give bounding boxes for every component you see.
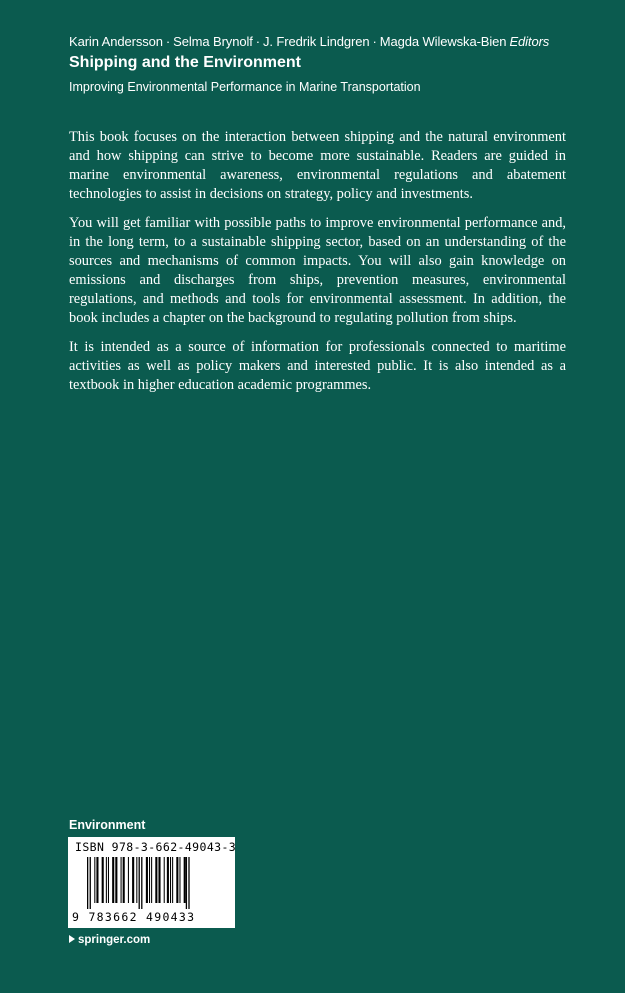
barcode-bar [172, 857, 173, 903]
editors-line [69, 33, 549, 50]
barcode-bar [149, 857, 150, 903]
barcode-bar [176, 857, 178, 903]
barcode-bar [121, 857, 122, 903]
barcode-bar [132, 857, 134, 903]
editor-separator: · [372, 34, 377, 49]
description-paragraph: This book focuses on the interaction between shipping and the natural environment and how shipping can strive to become more sustainable. Readers are guided in marine environmental awareness, environmental regulations and abatement technologies to assist in decisions on strategy, policy and investments. [69, 129, 566, 202]
barcode-bar [96, 857, 98, 903]
barcode-bar [94, 857, 95, 903]
barcode-bar [136, 857, 137, 903]
barcode-bar [128, 857, 129, 903]
description-paragraph: It is intended as a source of information for professionals connected to maritime activities as well as policy makers and interested public. It is also intended as a textbook in higher education academic programmes. [69, 339, 566, 393]
isbn-label: ISBN 978-3-662-49043-3 [75, 840, 237, 854]
editor-name: Selma Brynolf [173, 34, 253, 49]
book-subtitle: Improving Environmental Performance in Marine Transportation [69, 80, 421, 94]
arrow-right-icon [69, 935, 75, 943]
editor-name: Magda Wilewska-Bien [379, 34, 507, 49]
editor-separator: · [165, 34, 171, 49]
barcode-bar [179, 857, 180, 903]
website-text: springer.com [78, 934, 151, 946]
book-description [69, 128, 566, 405]
barcode-bar [167, 857, 169, 903]
barcode-bar [146, 857, 148, 903]
barcode-bar [102, 857, 104, 903]
barcode-bar [112, 857, 114, 903]
description-paragraph: You will get familiar with possible paths to improve environmental performance and, in the long term, to a sustainable shipping sector, based on an understanding of the sources and mechanisms of common impacts. You will also gain knowledge on emissions and discharges from ships, prevention measures, environmental regulations, and methods and tools for environmental assessment. In addition, the book includes a chapter on the background to regulating pollution from ships. [69, 215, 566, 326]
subject-category: Environment [69, 818, 146, 832]
barcode-bar [188, 857, 189, 909]
book-title: Shipping and the Environment [69, 54, 301, 71]
editor-name: J. Fredrik Lindgren [263, 34, 370, 49]
barcode-bar [90, 857, 91, 909]
barcode-bar [123, 857, 125, 903]
barcode-bar [158, 857, 160, 903]
barcode-bar [115, 857, 117, 903]
editor-separator: · [255, 34, 260, 49]
barcode-bars [87, 857, 217, 909]
editors-role: Editors [509, 34, 550, 49]
editor-name: Karin Andersson [69, 34, 163, 49]
barcode-bar [108, 857, 109, 903]
barcode-bar [170, 857, 171, 903]
barcode-bar [139, 857, 140, 909]
barcode-bar [186, 857, 187, 909]
barcode-bar [141, 857, 142, 909]
barcode-bar [87, 857, 88, 909]
barcode-bar [151, 857, 152, 903]
barcode-bar [106, 857, 107, 903]
publisher-website[interactable] [69, 933, 150, 948]
barcode-bar [164, 857, 165, 903]
barcode-bar [155, 857, 157, 903]
barcode-bar [184, 857, 186, 903]
barcode-digits: 9 783662 490433 [72, 910, 196, 924]
isbn-barcode [68, 837, 235, 928]
